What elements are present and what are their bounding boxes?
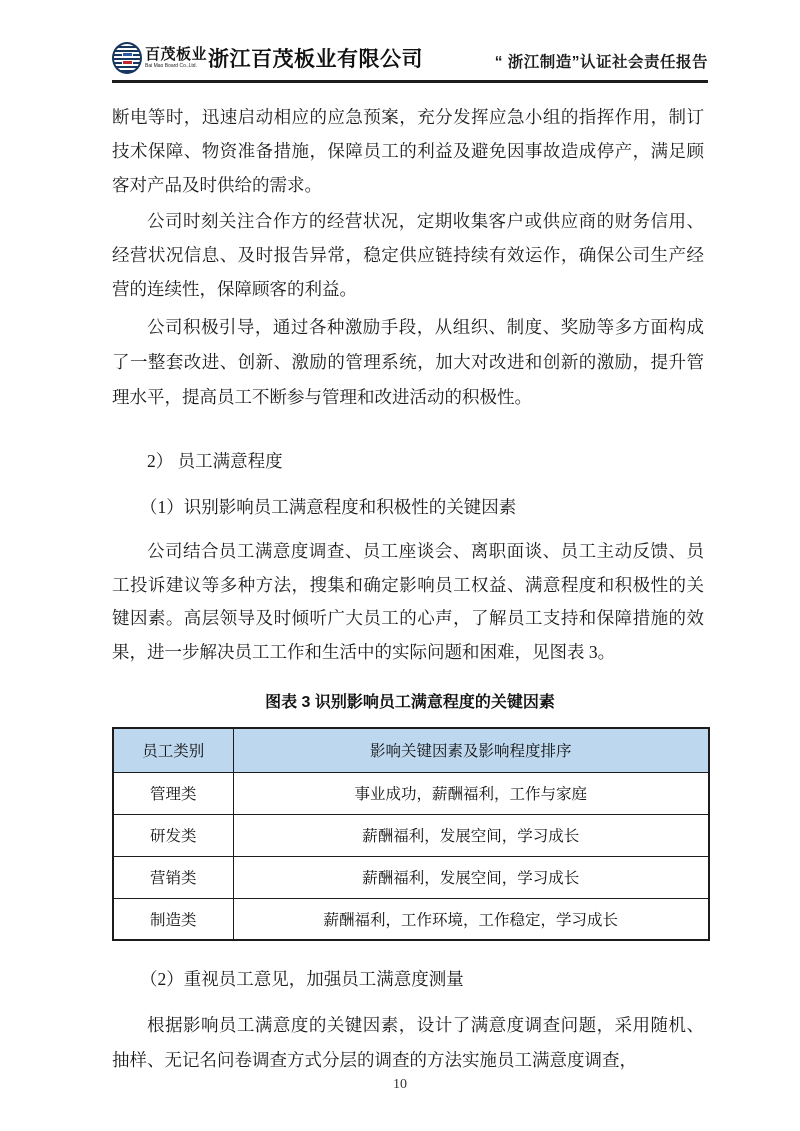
cell-category: 管理类 — [113, 772, 233, 814]
paragraph-survey-method: 根据影响员工满意度的关键因素，设计了满意度调查问题，采用随机、抽样、无记名问卷调查方式分层的调查的方法实施员工满意度调查， — [112, 1015, 704, 1070]
table-row — [113, 898, 709, 940]
table-head — [113, 728, 709, 772]
company-name: 浙江百茂板业有限公司 — [208, 48, 424, 71]
table-header-row — [113, 728, 709, 772]
logo-blue-bar — [122, 52, 133, 57]
logo-brand-en: Bai Mao Board Co.,Ltd. — [145, 63, 197, 69]
logo-red-bar — [122, 60, 133, 65]
table-row — [113, 814, 709, 856]
cell-factors: 薪酬福利，发展空间，学习成长 — [233, 814, 709, 856]
paragraph-incentive-system: 公司积极引导，通过各种激励手段，从组织、制度、奖励等多方面构成了一整套改进、创新、激励的管理系统，加大对改进和创新的激励，提升管理水平，提高员工不断参与管理和改进活动的积极性。 — [112, 317, 704, 407]
cell-factors: 事业成功，薪酬福利，工作与家庭 — [233, 772, 709, 814]
logo-text-block — [145, 47, 207, 69]
paragraph-emergency-plan: 断电等时，迅速启动相应的应急预案，充分发挥应急小组的指挥作用，制订技术保障、物资准备措施，保障员工的利益及避免因事故造成停产，满足顾客对产品及时供给的需求。 — [112, 107, 704, 195]
column-header-category: 员工类别 — [113, 728, 233, 772]
company-logo-icon — [112, 42, 142, 74]
paragraph-satisfaction-methods: 公司结合员工满意度调查、员工座谈会、离职面谈、员工主动反馈、员工投诉建议等多种方法，搜集和确定影响员工权益、满意程度和积极性的关键因素。高层领导及时倾听广大员工的心声，了解员工支持和保障措施的效果，进一步解决员工工作和生活中的实际问题和困难，见图表 3。 — [112, 541, 704, 662]
heading-identify-key-factors: （1）识别影响员工满意程度和积极性的关键因素 — [140, 497, 517, 517]
logo-brand-cn: 百茂板业 — [145, 46, 208, 63]
paragraph-partner-monitoring: 公司时刻关注合作方的经营状况，定期收集客户或供应商的财务信用、经营状况信息、及时报告异常，稳定供应链持续有效运作，确保公司生产经营的连续性，保障顾客的利益。 — [112, 211, 704, 299]
column-header-factors: 影响关键因素及影响程度排序 — [233, 728, 709, 772]
table-row — [113, 856, 709, 898]
cell-category: 营销类 — [113, 856, 233, 898]
cell-category: 制造类 — [113, 898, 233, 940]
table-row — [113, 772, 709, 814]
header-brand-group — [112, 42, 423, 74]
page-header — [112, 0, 708, 83]
cell-factors: 薪酬福利，工作环境，工作稳定，学习成长 — [233, 898, 709, 940]
cell-factors: 薪酬福利，发展空间，学习成长 — [233, 856, 709, 898]
table-body — [113, 772, 709, 940]
table-caption: 图表 3 识别影响员工满意程度的关键因素 — [265, 694, 555, 711]
cell-category: 研发类 — [113, 814, 233, 856]
heading-employee-satisfaction: 2） 员工满意程度 — [147, 451, 283, 471]
report-title: “ 浙江制造”认证社会责任报告 — [494, 54, 708, 71]
page-number: 10 — [393, 1077, 407, 1092]
satisfaction-factors-table — [112, 727, 710, 941]
heading-value-employee-opinion: （2）重视员工意见，加强员工满意度测量 — [140, 969, 464, 989]
